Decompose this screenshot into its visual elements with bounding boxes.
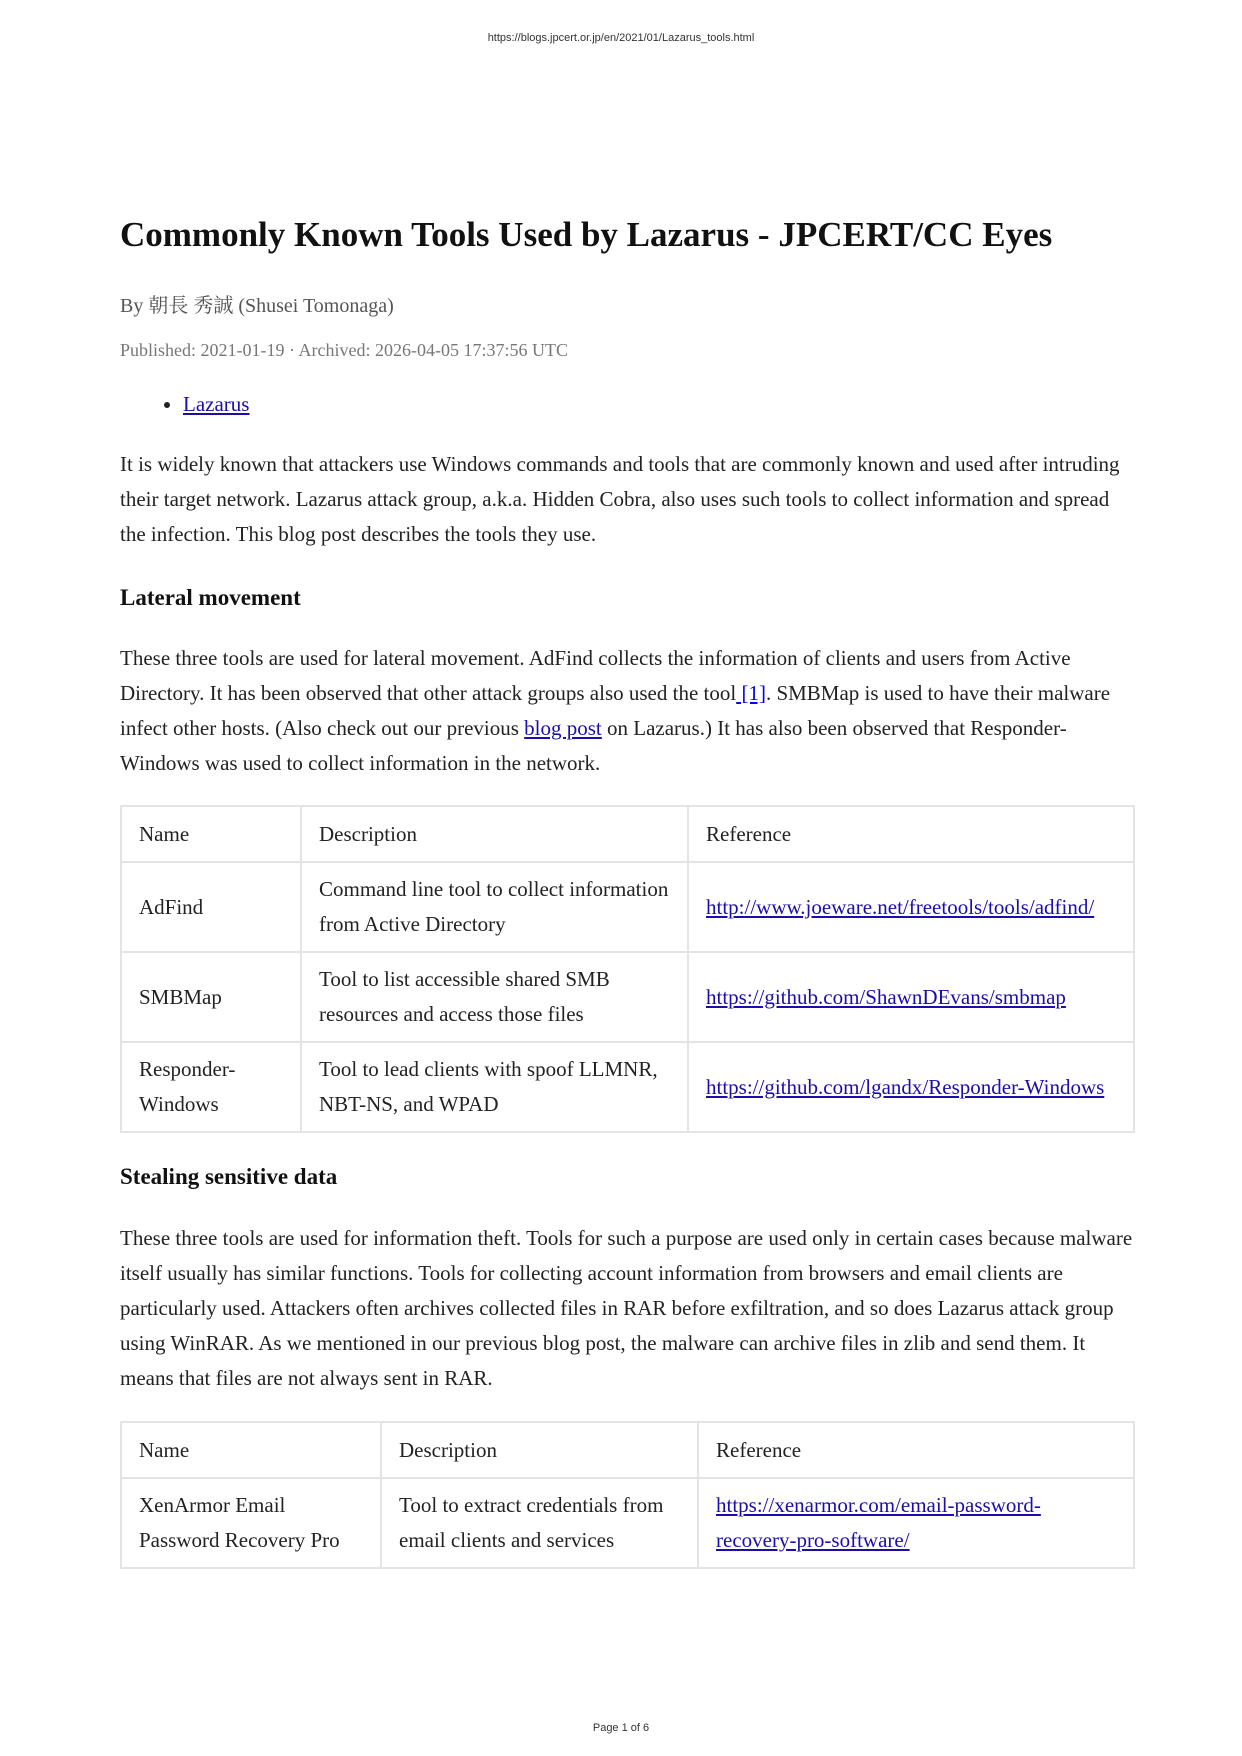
header-name: Name xyxy=(121,1422,381,1478)
table-header-row xyxy=(121,1422,1134,1478)
tool-reference-link[interactable]: https://xenarmor.com/email-password-recovery-pro-software/ xyxy=(716,1493,1041,1552)
tool-description: Tool to extract credentials from email clients and services xyxy=(381,1478,698,1568)
header-name: Name xyxy=(121,806,301,862)
tool-name: Responder-Windows xyxy=(121,1042,301,1132)
tool-description: Command line tool to collect information from Active Directory xyxy=(301,862,688,952)
blog-post-link[interactable]: blog post xyxy=(524,716,602,740)
tool-description: Tool to lead clients with spoof LLMNR, NBT-NS, and WPAD xyxy=(301,1042,688,1132)
stealing-data-table xyxy=(120,1421,1135,1569)
tool-name: AdFind xyxy=(121,862,301,952)
header-description: Description xyxy=(301,806,688,862)
tag-list xyxy=(120,392,1196,417)
tool-reference-link[interactable]: https://github.com/lgandx/Responder-Windows xyxy=(706,1074,1105,1099)
page-number: Page 1 of 6 xyxy=(592,1722,650,1734)
byline: By 朝長 秀誠 (Shusei Tomonaga) xyxy=(120,295,394,317)
header-reference: Reference xyxy=(688,806,1134,862)
tool-name: SMBMap xyxy=(121,952,301,1042)
tag-link-lazarus[interactable]: Lazarus xyxy=(183,392,250,416)
table-row xyxy=(121,952,1134,1042)
text: These three tools are used for lateral movement. AdFind collects the information of clients and users from Active Directory. It has been observed that other attack groups also used the tool xyxy=(120,646,1071,705)
text: . SMBMap is used to have their malware infect other hosts. (Also check out our previous xyxy=(120,681,1111,740)
text: on Lazarus.) It has also been observed that Responder-Windows was used to collect information in the network. xyxy=(120,716,1067,775)
page-url-header: https://blogs.jpcert.or.jp/en/2021/01/Lazarus_tools.html xyxy=(487,32,755,44)
tag-item xyxy=(183,392,1196,417)
lateral-movement-paragraph xyxy=(120,641,1133,781)
table-row xyxy=(121,1478,1134,1568)
tool-description: Tool to list accessible shared SMB resources and access those files xyxy=(301,952,688,1042)
section-heading-lateral-movement: Lateral movement xyxy=(120,585,301,610)
header-reference: Reference xyxy=(698,1422,1134,1478)
published-date: Published: 2021-01-19 · Archived: 2026-04-05 17:37:56 UTC xyxy=(120,340,568,360)
tool-name: XenArmor Email Password Recovery Pro xyxy=(121,1478,381,1568)
reference-link-1[interactable]: [1] xyxy=(736,681,766,705)
table-row xyxy=(121,1042,1134,1132)
stealing-data-paragraph: These three tools are used for information theft. Tools for such a purpose are used only in certain cases because malware itself usually has similar functions. Tools for collecting account information from browsers and email clients are particularly used. Attackers often archives collected files in RAR before exfiltration, and so does Lazarus attack group using WinRAR. As we mentioned in our previous blog post, the malware can archive files in zlib and send them. It means that files are not always sent in RAR. xyxy=(120,1226,1133,1390)
page-title: Commonly Known Tools Used by Lazarus - JPCERT/CC Eyes xyxy=(120,215,1053,254)
tool-reference-link[interactable]: https://github.com/ShawnDEvans/smbmap xyxy=(706,984,1066,1009)
section-heading-stealing-data: Stealing sensitive data xyxy=(120,1164,338,1189)
table-header-row xyxy=(121,806,1134,862)
header-description: Description xyxy=(381,1422,698,1478)
intro-paragraph: It is widely known that attackers use Windows commands and tools that are commonly known and used after intruding their target network. Lazarus attack group, a.k.a. Hidden Cobra, also uses such tools to collect information and spread the infection. This blog post describes the tools they use. xyxy=(120,452,1120,546)
tool-reference-link[interactable]: http://www.joeware.net/freetools/tools/adfind/ xyxy=(706,894,1095,919)
table-row xyxy=(121,862,1134,952)
lateral-movement-table xyxy=(120,805,1135,1133)
